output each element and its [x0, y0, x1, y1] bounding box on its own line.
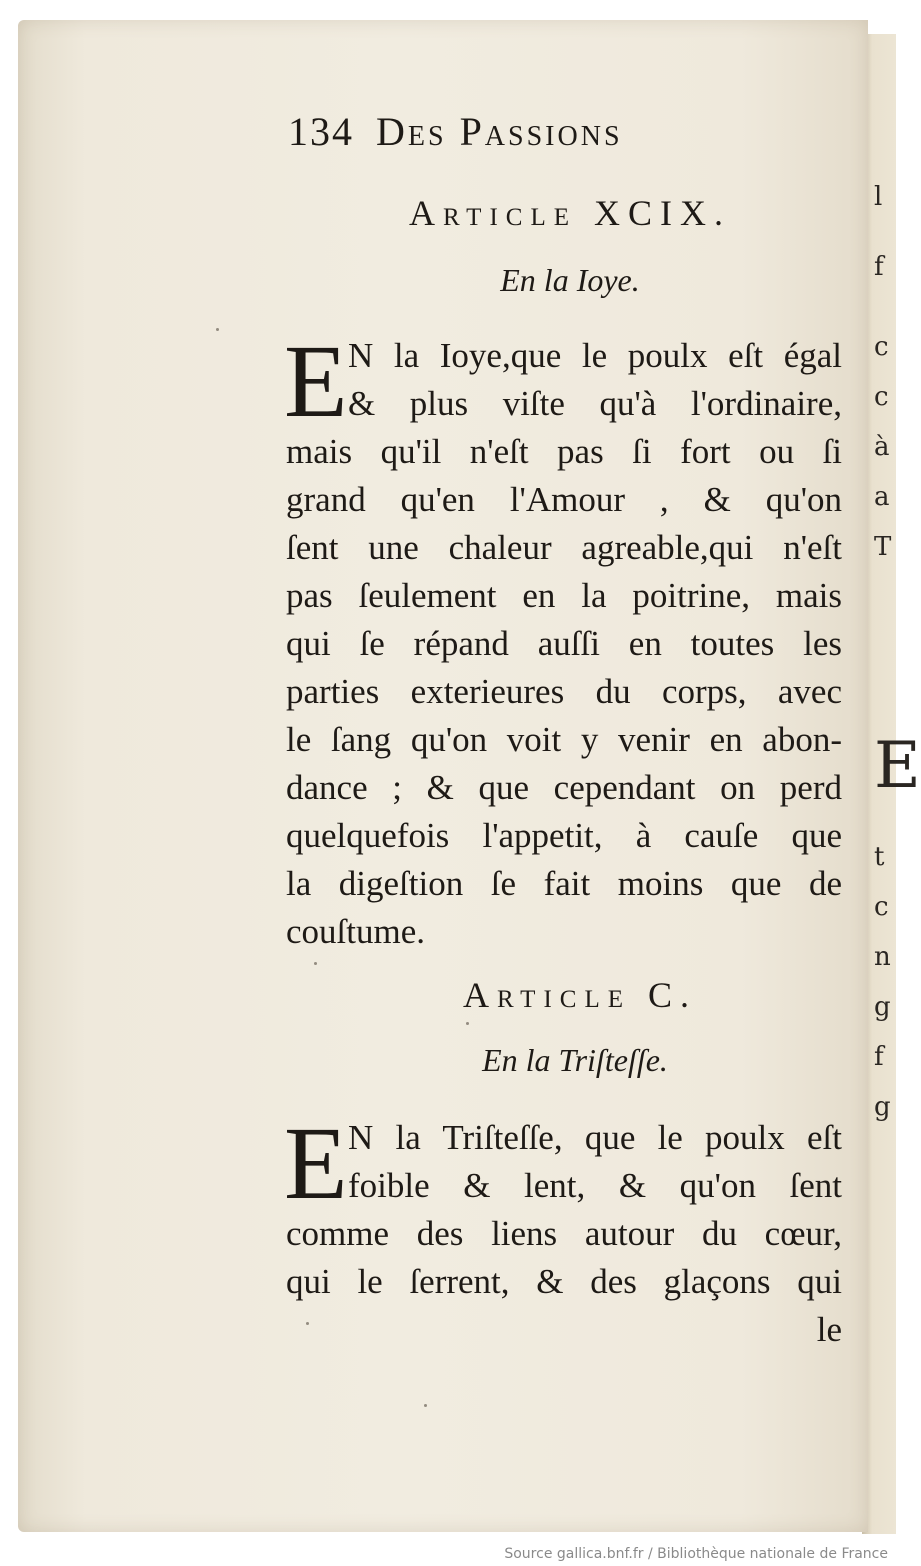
body-line: & plus viſte qu'à l'ordinaire,	[348, 384, 842, 423]
page-number: 134	[288, 109, 354, 154]
body-line: N la Triſteſſe, que le poulx eſt	[348, 1118, 842, 1157]
body-line: quelquefois l'appetit, à cauſe que	[286, 816, 842, 855]
article-100-subheading: En la Triſteſſe.	[482, 1042, 668, 1078]
catchword: le	[816, 1310, 842, 1349]
paper-speck	[466, 1022, 469, 1025]
body-line: parties exterieures du corps, avec	[286, 672, 842, 711]
running-title: Des Passions	[376, 109, 623, 154]
paper-speck	[424, 1404, 427, 1407]
paper-speck	[216, 328, 219, 331]
body-line: mais qu'il n'eſt pas ſi fort ou ſi	[286, 432, 842, 471]
body-line: la digeſtion ſe fait moins que de	[286, 864, 842, 903]
article-99-body	[284, 324, 842, 956]
body-line: qui ſe répand auſſi en toutes les	[286, 624, 842, 663]
article-99-heading: Article XCIX.	[409, 193, 731, 233]
body-line: grand qu'en l'Amour , & qu'on	[286, 480, 842, 519]
article-100-drop-cap: E	[284, 1106, 348, 1221]
article-100-body	[284, 1106, 842, 1354]
body-line: dance ; & que cependant on perd	[286, 768, 842, 807]
running-head	[288, 108, 758, 156]
source-credit: Source gallica.bnf.fr / Bibliothèque nationale de France	[504, 1546, 888, 1562]
body-line: couſtume.	[286, 912, 425, 951]
facing-page-edge: l f c c à a T E t c n g f g	[862, 34, 896, 1534]
body-line: N la Ioye,que le poulx eſt égal	[348, 336, 842, 375]
body-line: le ſang qu'on voit y venir en abon-	[286, 720, 842, 759]
paper-speck	[314, 962, 317, 965]
body-line: ſent une chaleur agreable,qui n'eſt	[286, 528, 842, 567]
article-99-drop-cap: E	[284, 324, 348, 439]
body-line: foible & lent, & qu'on ſent	[348, 1166, 842, 1205]
body-line: comme des liens autour du cœur,	[286, 1214, 842, 1253]
article-100-heading: Article C.	[463, 975, 697, 1015]
body-line: pas ſeulement en la poitrine, mais	[286, 576, 842, 615]
body-line: qui le ſerrent, & des glaçons qui	[286, 1262, 842, 1301]
article-99-subheading: En la Ioye.	[500, 262, 640, 298]
paper-speck	[306, 1322, 309, 1325]
